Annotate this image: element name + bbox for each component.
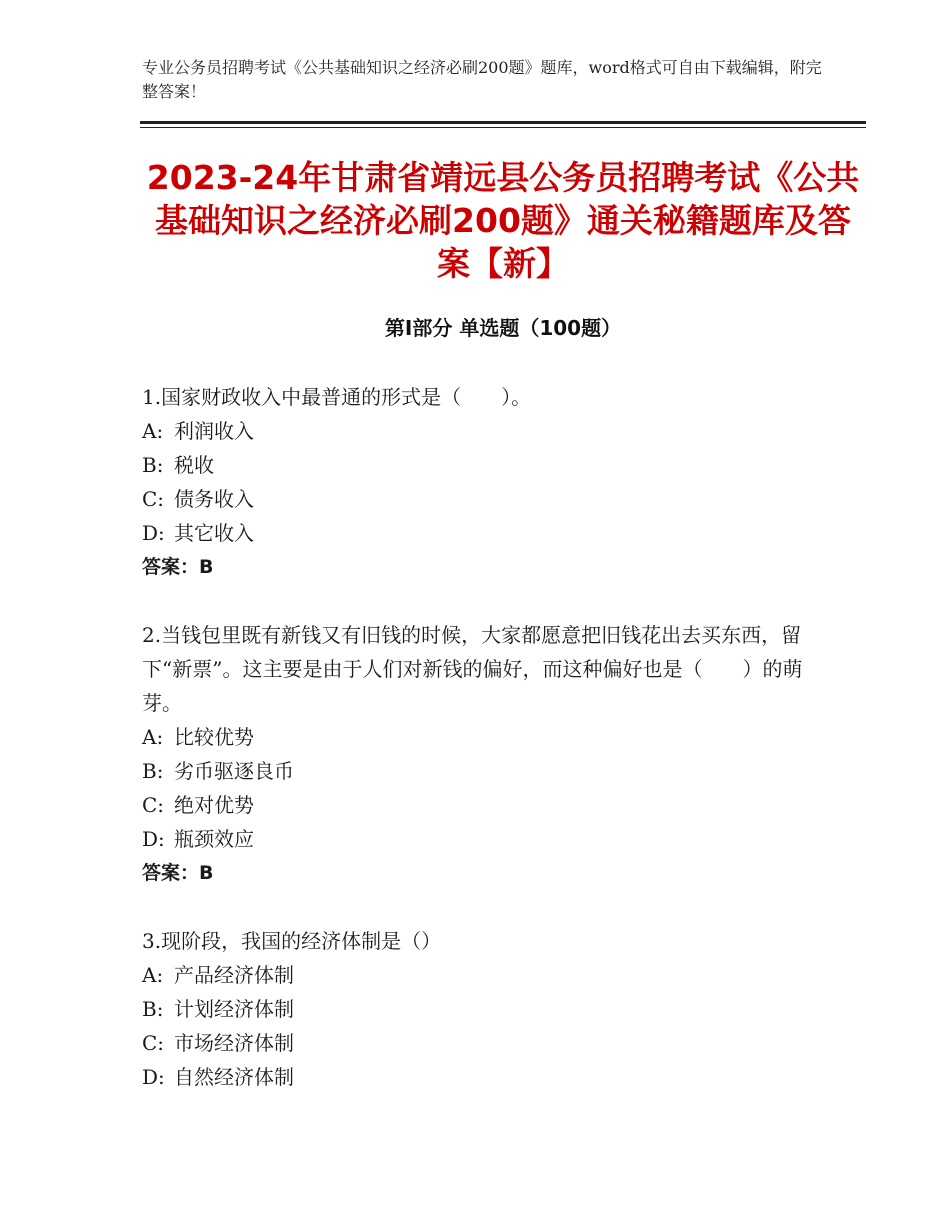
section-title: 第Ⅰ部分 单选题（100题） bbox=[384, 316, 622, 340]
option-key: A: bbox=[142, 419, 164, 443]
option-key: A: bbox=[142, 725, 164, 749]
question-list bbox=[142, 380, 822, 1128]
option-text: 债务收入 bbox=[174, 487, 254, 511]
option-d bbox=[142, 1060, 822, 1094]
option-key: A: bbox=[142, 963, 164, 987]
option-a bbox=[142, 720, 822, 754]
answer: 答案：B bbox=[142, 556, 214, 578]
question-stem: 2.当钱包里既有新钱又有旧钱的时候，大家都愿意把旧钱花出去买东西，留下“新票”。这主要是由于人们对新钱的偏好，而这种偏好也是（ ）的萌芽。 bbox=[142, 623, 803, 715]
option-text: 利润收入 bbox=[174, 419, 254, 443]
option-key: C: bbox=[142, 793, 165, 817]
option-text: 税收 bbox=[174, 453, 214, 477]
option-c bbox=[142, 482, 822, 516]
question-2 bbox=[142, 618, 822, 890]
header-divider-thin bbox=[140, 127, 866, 128]
option-text: 其它收入 bbox=[174, 521, 254, 545]
option-a bbox=[142, 958, 822, 992]
option-b bbox=[142, 992, 822, 1026]
option-text: 瓶颈效应 bbox=[174, 827, 254, 851]
option-key: D: bbox=[142, 1065, 165, 1089]
option-key: D: bbox=[142, 521, 165, 545]
option-a bbox=[142, 414, 822, 448]
question-stem: 3.现阶段，我国的经济体制是（） bbox=[142, 929, 442, 953]
answer: 答案：B bbox=[142, 862, 214, 884]
question-3 bbox=[142, 924, 822, 1094]
header-note: 专业公务员招聘考试《公共基础知识之经济必刷200题》题库，word格式可自由下载编辑，附完整答案！ bbox=[142, 58, 822, 101]
option-text: 绝对优势 bbox=[174, 793, 254, 817]
option-text: 市场经济体制 bbox=[174, 1031, 294, 1055]
option-text: 产品经济体制 bbox=[174, 963, 294, 987]
option-c bbox=[142, 1026, 822, 1060]
option-c bbox=[142, 788, 822, 822]
option-key: B: bbox=[142, 759, 164, 783]
option-key: D: bbox=[142, 827, 165, 851]
question-1 bbox=[142, 380, 822, 584]
option-b bbox=[142, 754, 822, 788]
option-text: 劣币驱逐良币 bbox=[174, 759, 294, 783]
option-b bbox=[142, 448, 822, 482]
option-d bbox=[142, 822, 822, 856]
header-divider-thick bbox=[140, 121, 866, 124]
document-title: 2023-24年甘肃省靖远县公务员招聘考试《公共基础知识之经济必刷200题》通关秘籍题库及答案【新】 bbox=[146, 158, 860, 283]
option-key: C: bbox=[142, 1031, 165, 1055]
option-key: C: bbox=[142, 487, 165, 511]
question-stem: 1.国家财政收入中最普通的形式是（ ）。 bbox=[142, 385, 532, 409]
option-text: 比较优势 bbox=[174, 725, 254, 749]
option-text: 计划经济体制 bbox=[174, 997, 294, 1021]
option-key: B: bbox=[142, 453, 164, 477]
option-d bbox=[142, 516, 822, 550]
option-key: B: bbox=[142, 997, 164, 1021]
option-text: 自然经济体制 bbox=[174, 1065, 294, 1089]
